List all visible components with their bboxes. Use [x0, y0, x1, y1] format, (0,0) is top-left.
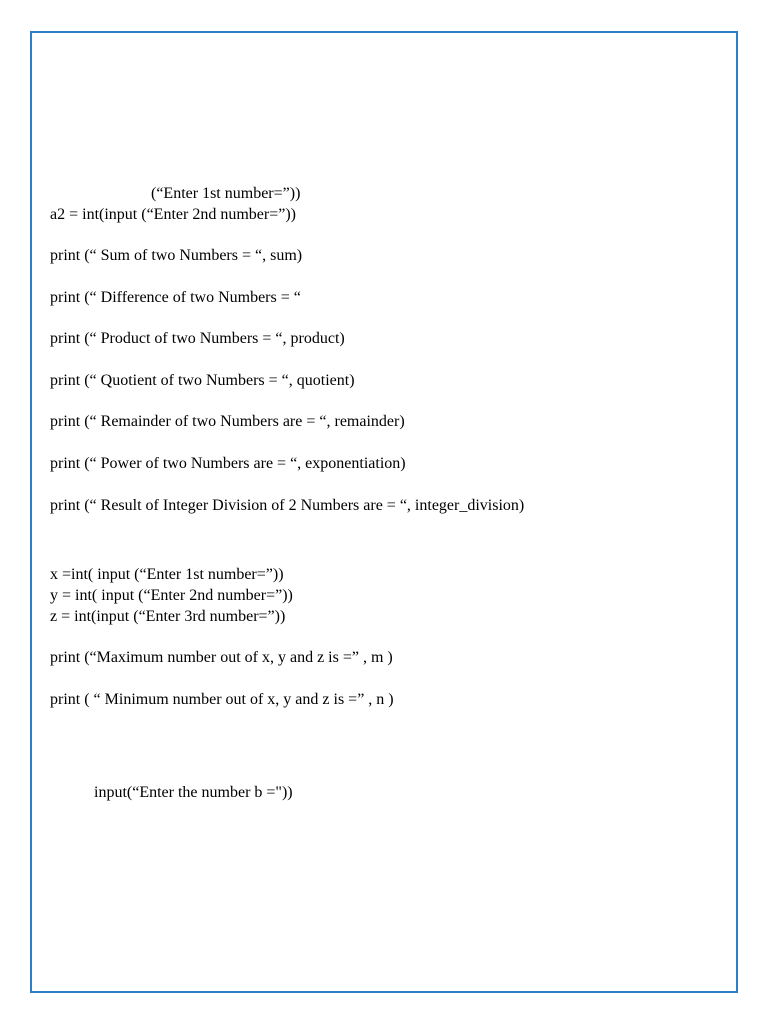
code-line: print (“ Power of two Numbers are = “, exponentiation) [50, 455, 406, 472]
code-line: print (“ Result of Integer Division of 2 Numbers are = “, integer_division) [50, 497, 525, 514]
code-line: print (“ Remainder of two Numbers are = “, remainder) [50, 413, 405, 430]
code-line: z = int(input (“Enter 3rd number=”)) [50, 608, 286, 625]
code-line: print ( “ Minimum number out of x, y and z is =” , n ) [50, 691, 394, 708]
code-line: a2 = int(input (“Enter 2nd number=”)) [50, 206, 296, 223]
code-line: y = int( input (“Enter 2nd number=”)) [50, 587, 293, 604]
code-line: x =int( input (“Enter 1st number=”)) [50, 566, 284, 583]
code-line: print (“Maximum number out of x, y and z is =” , m ) [50, 649, 393, 666]
code-line: print (“ Difference of two Numbers = “ [50, 289, 301, 306]
code-line: (“Enter 1st number=”)) [151, 185, 301, 202]
code-line: print (“ Sum of two Numbers = “, sum) [50, 247, 303, 264]
code-line: print (“ Quotient of two Numbers = “, quotient) [50, 372, 355, 389]
code-line: input(“Enter the number b =")) [94, 784, 293, 801]
code-line: print (“ Product of two Numbers = “, product) [50, 330, 345, 347]
